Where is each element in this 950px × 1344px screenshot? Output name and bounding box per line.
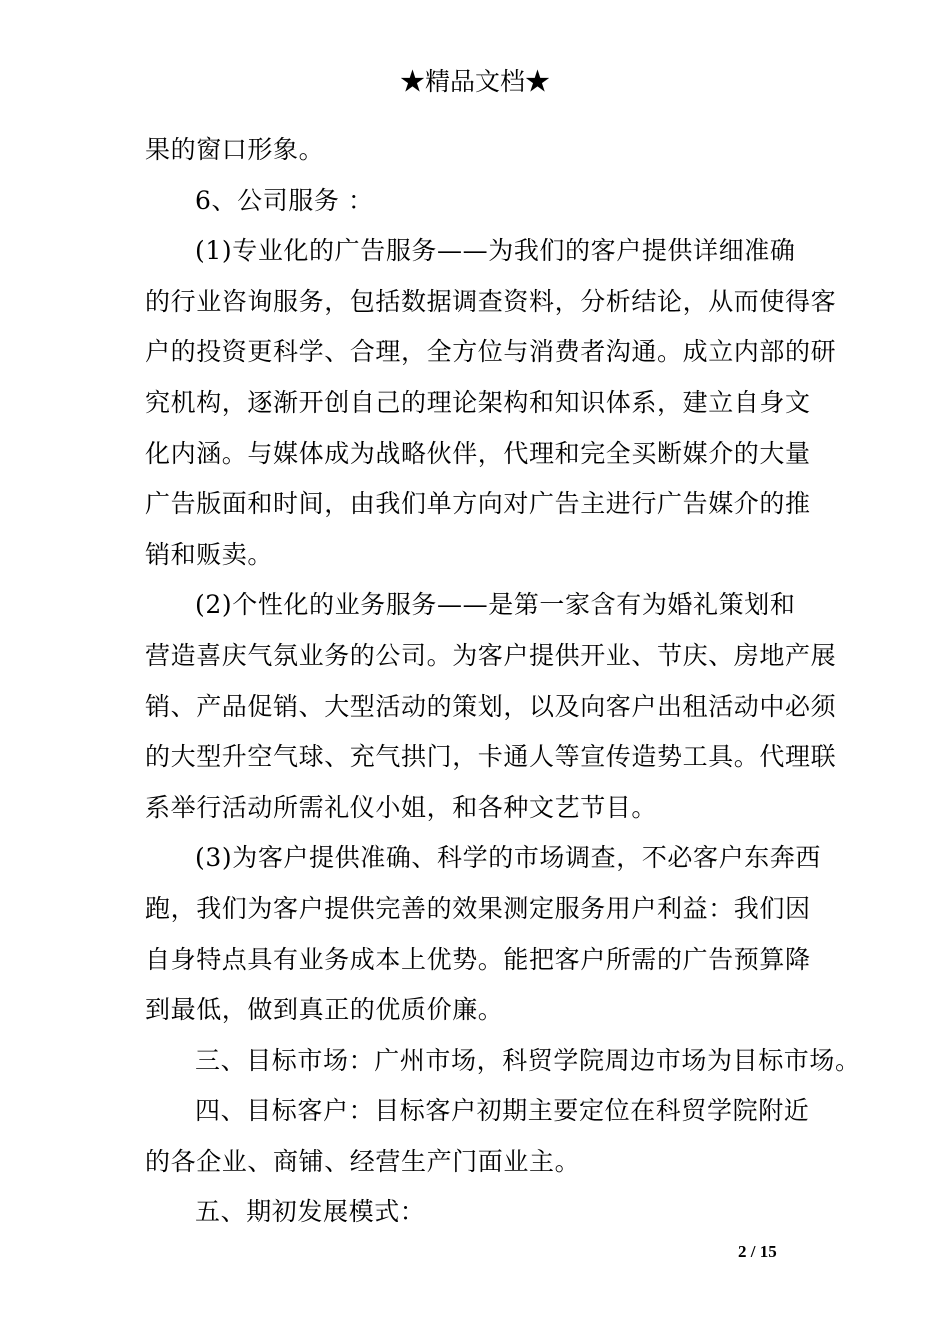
page-number: 2 / 15 [738, 1242, 777, 1261]
text-line: 五、期初发展模式： [195, 1197, 426, 1227]
text-line: 的大型升空气球、充气拱门，卡通人等宣传造势工具。代理联 [145, 742, 837, 772]
text-line: 究机构，逐渐开创自己的理论架构和知识体系，建立自身文 [145, 387, 811, 417]
text-line: 自身特点具有业务成本上优势。能把客户所需的广告预算降 [145, 944, 811, 974]
text-line: 销、产品促销、大型活动的策划，以及向客户出租活动中必须 [145, 691, 837, 721]
text-line: 的各企业、商铺、经营生产门面业主。 [145, 1146, 581, 1176]
text-line: 果的窗口形象。 [145, 135, 325, 164]
document-header: ★精品文档★ [399, 67, 550, 96]
text-line: 营造喜庆气氛业务的公司。为客户提供开业、节庆、房地产展 [145, 640, 837, 670]
text-line: (3)为客户提供准确、科学的市场调查，不必客户东奔西 [195, 843, 822, 873]
text-line: (2)个性化的业务服务——是第一家含有为婚礼策划和 [195, 590, 796, 620]
text-line: 系举行活动所需礼仪小姐，和各种文艺节目。 [145, 792, 658, 822]
text-line: 6、公司服务 ： [195, 185, 374, 215]
text-line: 四、目标客户：目标客户初期主要定位在科贸学院附近 [195, 1096, 810, 1126]
text-line: 跑，我们为客户提供完善的效果测定服务用户利益：我们因 [145, 893, 811, 923]
text-line: 到最低，做到真正的优质价廉。 [145, 995, 504, 1025]
text-line: (1)专业化的广告服务——为我们的客户提供详细准确 [195, 236, 796, 266]
text-line: 销和贩卖。 [145, 539, 274, 569]
text-line: 三、目标市场：广州市场，科贸学院周边市场为目标市场。 [195, 1045, 861, 1075]
text-line: 化内涵。与媒体成为战略伙伴，代理和完全买断媒介的大量 [145, 438, 811, 468]
text-line: 的行业咨询服务，包括数据调查资料，分析结论，从而使得客 [145, 286, 837, 316]
text-line: 广告版面和时间，由我们单方向对广告主进行广告媒介的推 [145, 489, 811, 519]
document-body [145, 125, 861, 1238]
text-line: 户的投资更科学、合理，全方位与消费者沟通。成立内部的研 [145, 337, 837, 367]
